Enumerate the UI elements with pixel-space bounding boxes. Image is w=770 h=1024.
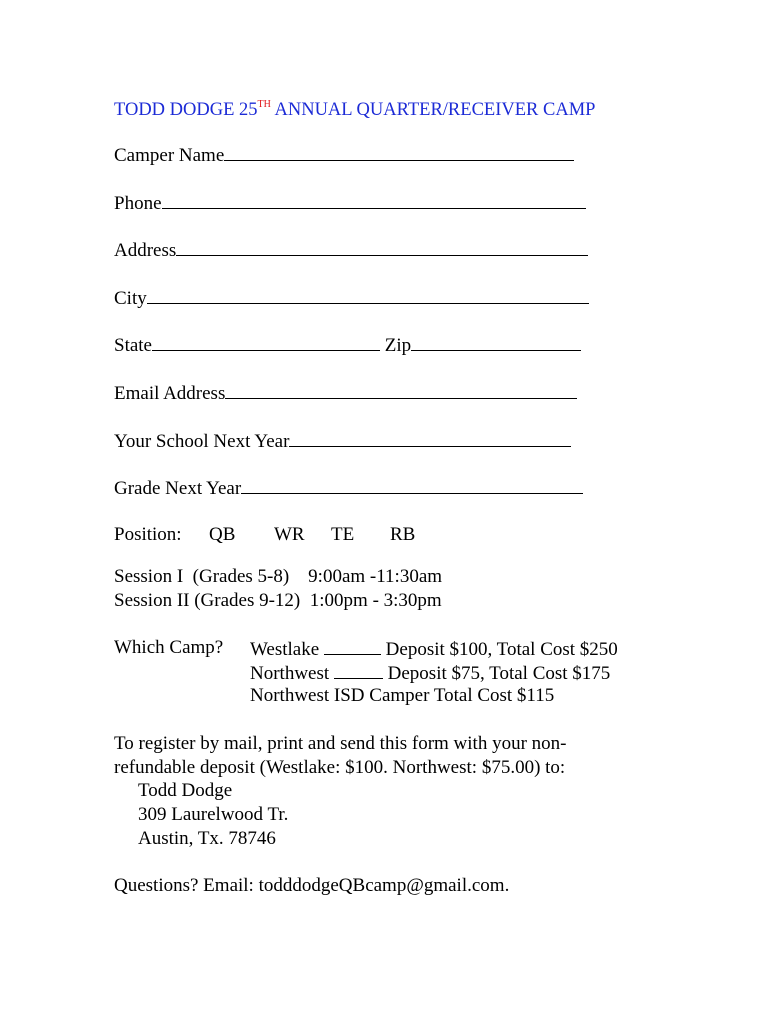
- westlake-field[interactable]: [324, 637, 381, 655]
- westlake-info: Deposit $100, Total Cost $250: [385, 639, 618, 660]
- grade-field[interactable]: [241, 476, 583, 494]
- state-field[interactable]: [152, 333, 380, 351]
- phone-field[interactable]: [162, 191, 586, 209]
- position-row: [114, 524, 182, 546]
- position-option-qb[interactable]: QB: [209, 524, 236, 545]
- email-field[interactable]: [225, 381, 577, 399]
- register-line-2: refundable deposit (Westlake: $100. Northwest: $75.00) to:: [114, 757, 566, 778]
- address-label: Address: [114, 240, 177, 261]
- city-row: [114, 286, 589, 310]
- camper-name-row: [114, 143, 574, 167]
- city-field[interactable]: [147, 286, 589, 304]
- mail-street: 309 Laurelwood Tr.: [138, 804, 289, 825]
- zip-field[interactable]: [411, 333, 581, 351]
- form-title: [114, 94, 595, 121]
- grade-row: [114, 476, 583, 500]
- phone-row: [114, 191, 586, 215]
- northwest-field[interactable]: [334, 661, 383, 679]
- camper-name-field[interactable]: [224, 143, 574, 161]
- camper-name-label: Camper Name: [114, 145, 225, 166]
- school-label: Your School Next Year: [114, 431, 290, 452]
- title-prefix: TODD DODGE 25: [114, 100, 258, 120]
- session-2-line: Session II (Grades 9-12) 1:00pm - 3:30pm: [114, 590, 442, 611]
- register-line-1: To register by mail, print and send this form with your non-: [114, 733, 567, 754]
- state-zip-row: [114, 333, 581, 357]
- email-label: Email Address: [114, 383, 226, 404]
- position-option-rb[interactable]: RB: [390, 524, 416, 545]
- grade-label: Grade Next Year: [114, 478, 242, 499]
- phone-label: Phone: [114, 193, 162, 214]
- position-label: Position:: [114, 524, 182, 545]
- city-label: City: [114, 288, 147, 309]
- northwest-isd-line: Northwest ISD Camper Total Cost $115: [250, 685, 555, 706]
- email-row: [114, 381, 577, 405]
- northwest-info: Deposit $75, Total Cost $175: [387, 663, 611, 684]
- state-label: State: [114, 335, 152, 356]
- position-option-te[interactable]: TE: [331, 524, 355, 545]
- title-superscript: TH: [257, 99, 271, 110]
- school-field[interactable]: [289, 429, 571, 447]
- zip-label: Zip: [384, 335, 412, 356]
- address-field[interactable]: [176, 238, 588, 256]
- title-suffix: ANNUAL QUARTER/RECEIVER CAMP: [270, 100, 596, 120]
- position-option-wr[interactable]: WR: [274, 524, 305, 545]
- which-camp-label: Which Camp?: [114, 637, 224, 658]
- mail-name: Todd Dodge: [138, 780, 233, 801]
- session-1-line: Session I (Grades 5-8) 9:00am -11:30am: [114, 566, 443, 587]
- westlake-label: Westlake: [250, 639, 320, 660]
- school-row: [114, 429, 571, 453]
- address-row: [114, 238, 588, 262]
- questions-line: Questions? Email: todddodgeQBcamp@gmail.com.: [114, 875, 510, 896]
- northwest-row: [250, 661, 610, 685]
- mail-city: Austin, Tx. 78746: [138, 828, 276, 849]
- westlake-row: [250, 637, 618, 661]
- northwest-label: Northwest: [250, 663, 330, 684]
